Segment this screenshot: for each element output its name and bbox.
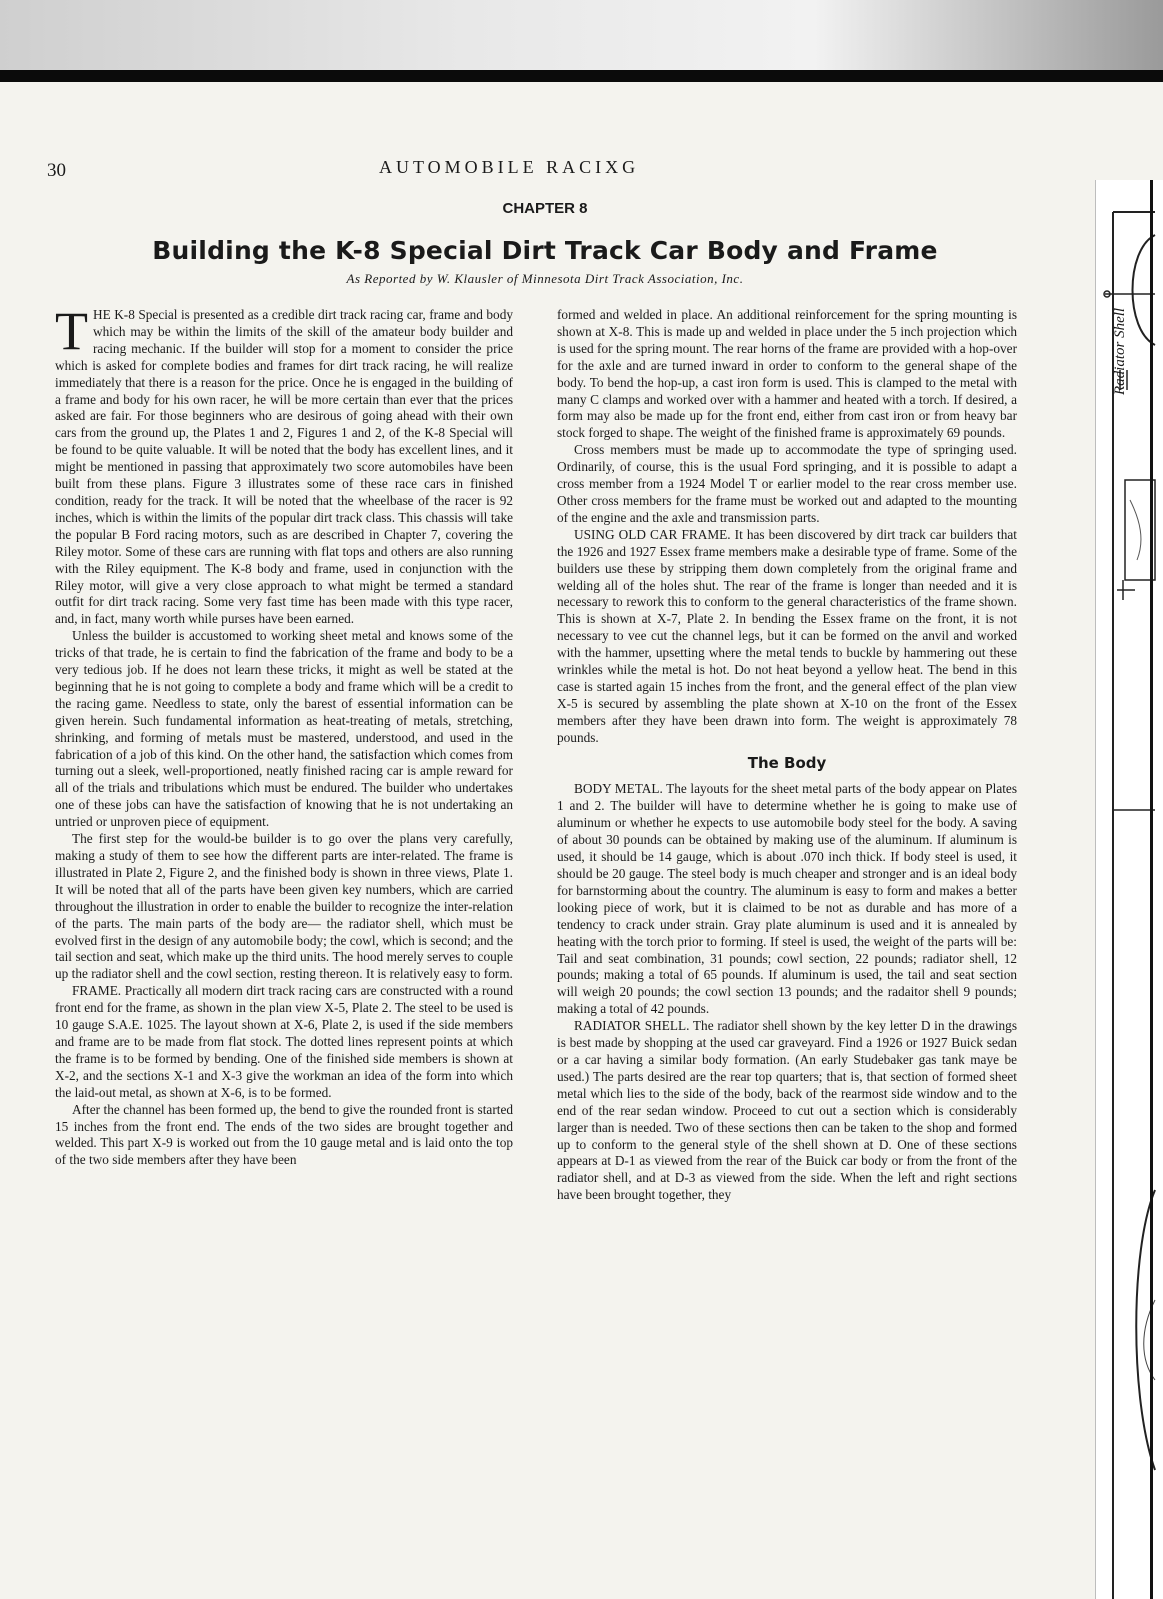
drop-cap: T [55,307,88,361]
paragraph: BODY METAL. The layouts for the sheet metal parts of the body appear on Plates 1 and 2. The builder will have to determine whether he is going to make use of aluminum or whether he expects to use automobile body steel for the body. A saving of about 30 pounds can be obtained by making use of the aluminum. If aluminum is used, it should be 14 gauge, which is about .070 inch thick. If body steel is used, it should be 20 gauge. The steel body is much cheaper and stronger and is an ideal body for barnstorming about the country. The aluminum is easy to form and makes a better looking piece of work, but it is claimed to be not as durable and has more of a tendency to crack under strain. Gray plate aluminum is used and it is annealed by heating with the torch prior to forming. If steel is used, the weight of the parts will be: Tail and seat combination, 31 pounds; cowl section, 22 pounds; radiator shell, 12 pounds; making a total of 65 pounds. If aluminum is used, the tail and seat section will weigh 20 pounds; the cowl section 13 pounds; and the radaitor shell 9 pounds; making a total of 42 pounds. [557,781,1017,1017]
section-heading: The Body [747,753,827,772]
page-number: 30 [47,160,66,181]
paragraph: The first step for the would-be builder is to go over the plans very carefully, making a study of them to see how the different parts are inter-related. The frame is illustrated in Plate 2, Figure 2, and the finished body is shown in three views, Plate 1. It will be noted that all of the parts have been given key numbers, which are carried throughout the illustration in order to enable the builder to recognize the inter-relation of the parts. The main parts of the body are— the radiator shell, which must be evolved first in the design of any automobile body; the cowl, which is second; and the tail section and seat, which make up the third units. The hood merely serves to couple up the radiator shell and the cowl section, resting thereon. It is relatively easy to form. [55,831,513,982]
paragraph: RADIATOR SHELL. The radiator shell shown by the key letter D in the drawings is best made by shopping at the used car graveyard. Find a 1926 or 1927 Buick sedan or a car having a similar body formation. (An early Studebaker gas tank maye be used.) The parts desired are the rear top quarters; that is, that section of formed sheet metal which lies to the side of the body, back of the rearmost side window and to the end of the rear sedan window. Proceed to cut out a section which is considerably larger than is needed. Two of these sections then can be taken to the shop and formed up to conform to the general style of the shell shown at D. One of these sections appears at D-1 as viewed from the rear of the Buick car body or from the front of the radiator shell, and at D-3 as viewed from the side. When the left and right sections have been brought together, they [557,1018,1017,1203]
paragraph [55,307,513,628]
paragraph: FRAME. Practically all modern dirt track racing cars are constructed with a round front end for the frame, as shown in the plan view X-5, Plate 2. The steel to be used is 10 gauge S.A.E. 1025. The layout shown at X-6, Plate 2, is used if the side members and frame are to be made from flat stock. The dotted lines represent points at which the frame is to be formed by bending. One of the finished side members is shown at X-2, and the sections X-1 and X-3 give the workman an idea of the form into which the laid-out metal, as shown at X-6, is to be formed. [55,983,513,1100]
right-column [557,307,1017,1577]
scan-shadow [0,0,1163,80]
running-head: AUTOMOBILE RACIXG [379,157,640,177]
figure-label: Radiator Shell [1112,307,1128,395]
paragraph-text: HE K-8 Special is presented as a credible dirt track racing car, frame and body which may be within the limits of the skill of the amateur body builder and racing mechanic. If the builder will stop for a moment to consider the price which is asked for complete bodies and frames for dirt track racing, he will realize immediately that there is a reason for the price. Once he is engaged in the building of a frame and body for his own racer, he will be more certain than ever that the prices asked are fair. For those beginners who are desirous of going ahead with their own cars from the ground up, the Plates 1 and 2, Figures 1 and 2, of the K-8 Special will be found to be quite valuable. It will be noted that the body has excellent lines, and it might be mentioned in passing that approximately two score automobiles have been built from these plans. Figure 3 illustrates some of these race cars in finished condition, ready for the track. It will be noted that the wheelbase of the racer is 92 inches, which is within the limits of the popular dirt track class. This chassis will take the popular B Ford racing motors, such as are described in Chapter 7, covering the Riley motor. Some of these cars are running with flat tops and others are also running with the Riley equipment. The K-8 body and frame, used in conjunction with the Riley motor, will give a very close approach to what might be termed a standard outfit for dirt track racing. Some very fast time has been made with this type racer, and, in fact, many worth while purses have been earned. [55,307,513,627]
left-column [55,307,513,1577]
byline: As Reported by W. Klausler of Minnesota Dirt Track Association, Inc. [346,271,744,286]
paragraph: formed and welded in place. An additional reinforcement for the spring mounting is shown at X-8. This is made up and welded in place under the 5 inch projection which is used for the spring mount. The rear horns of the frame are provided with a hop-over for the axle and are turned inward in order to conform to the general shape of the body. To bend the hop-up, a cast iron form is used. This is clamped to the metal with many C clamps and worked over with a hammer and heated with a torch. If desired, a form may also be made up for the front end, either from cast iron or from heavy bar stock forged to shape. The weight of the finished frame is approximately 69 pounds. [557,307,1017,441]
paragraph: After the channel has been formed up, the bend to give the rounded front is started 15 inches from the front end. The ends of the two sides are brought together and welded. This part X-9 is worked out from the 10 gauge metal and is laid onto the top of the two side members after they have been [55,1101,513,1168]
paragraph: USING OLD CAR FRAME. It has been discovered by dirt track car builders that the 1926 and 1927 Essex frame members make a desirable type of frame. Some of the builders use these by stripping them down completely from the original frame and welding all of the holes shut. The rear of the frame is longer than needed and it is necessary to rework this to conform to the general characteristics of the frame shown. This is shown at X-7, Plate 2. In bending the Essex frame on the front, it is not necessary to vee cut the channel legs, but it can be formed on the anvil and worked with the hammer, upsetting where the metal tends to buckle by hammering out these wrinkles while the metal is hot. Do not heat beyond a yellow heat. The bend in this case is started again 15 inches from the front, and the general effect of the plan view X-5 is secured by assembling the plate shown at X-10 on the front of the Essex members after they have been drawn into form. The weight is approximately 78 pounds. [557,526,1017,745]
paragraph: Unless the builder is accustomed to working sheet metal and knows some of the tricks of that trade, he is certain to find the fabrication of the frame and body to be a very tedious job. If he does not learn these tricks, it might as well be stated at the beginning that he is not going to complete a body and frame which will be a credit to the racing game. Needless to state, only the barest of essential information can be given herein. Such fundamental information as heat-treating of metals, stretching, shrinking, and forming of metals must be mastered, understood, and used in the fabrication of a job of this kind. On the other hand, the satisfaction which comes from turning out a sleek, well-proportioned, neatly finished racing car is ample reward for all of the trials and tribulations which must be endured. The builder who undertakes one of these jobs can have the satisfaction of knowing that he is not undertaking an untried or unproven piece of equipment. [55,628,513,830]
chapter-title: Building the K-8 Special Dirt Track Car Body and Frame [152,236,938,265]
chapter-label: CHAPTER 8 [502,200,588,217]
paragraph: Cross members must be made up to accommodate the type of springing used. Ordinarily, of course, this is the usual Ford springing, and it is possible to adapt a cross member from a 1924 Model T or earlier model to the rear cross member use. Other cross members for the frame must be worked out and adapted to the mounting of the engine and the axle and transmission parts. [557,442,1017,525]
scan-edge-bar [0,70,1163,82]
book-spine [1150,180,1153,1599]
